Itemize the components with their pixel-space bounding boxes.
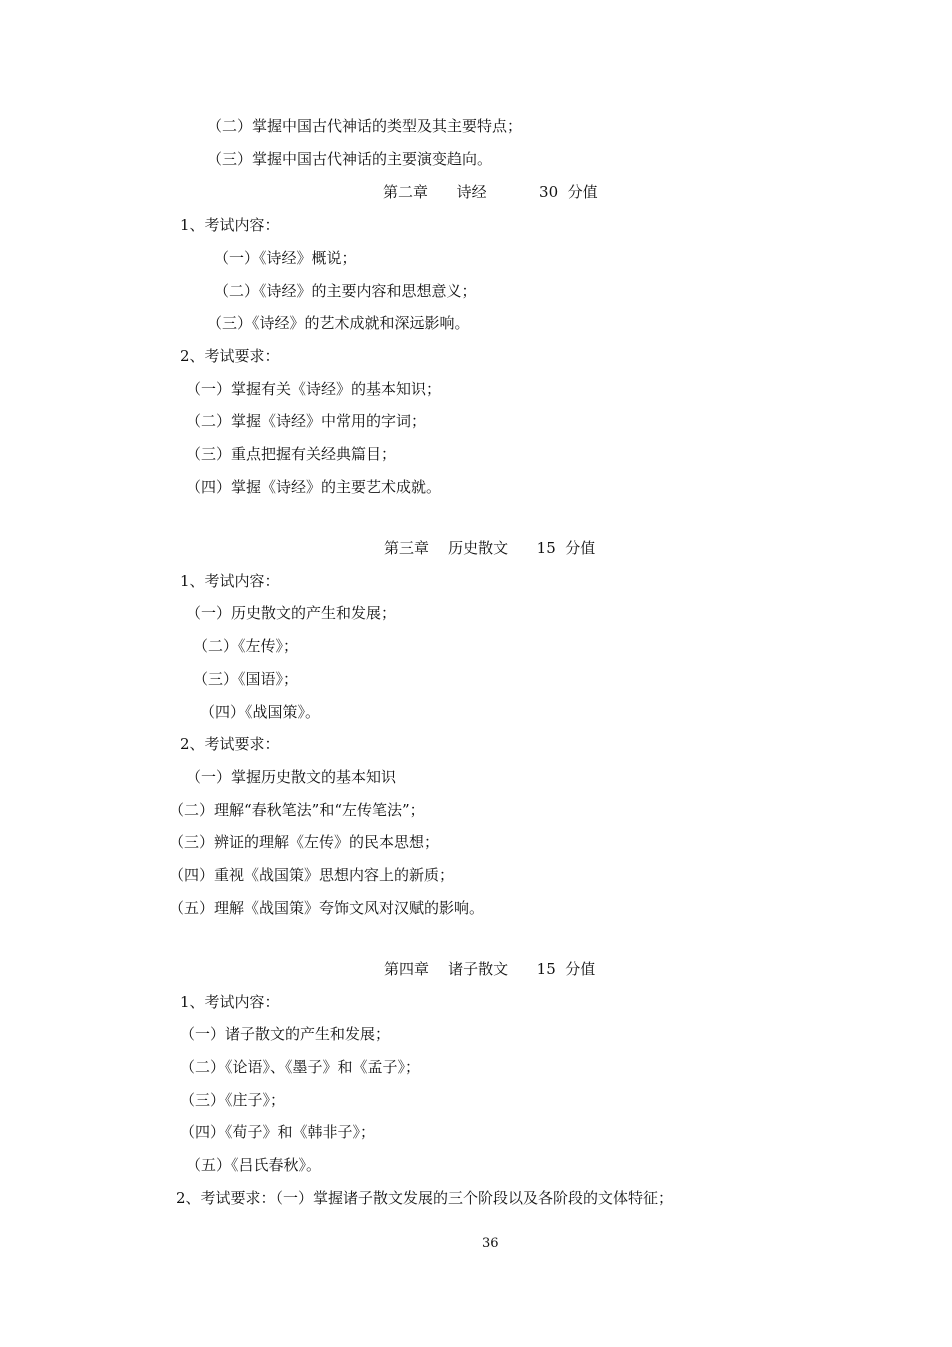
text-line: （三）《国语》； [193, 670, 299, 688]
text-line: （三）《庄子》； [180, 1091, 286, 1109]
text-line: （三）重点把握有关经典篇目； [186, 445, 397, 463]
text-line: （二）掌握中国古代神话的类型及其主要特点； [207, 117, 523, 135]
text-line: （三）掌握中国古代神话的主要演变趋向。 [207, 150, 493, 168]
text-line: （一）诸子散文的产生和发展； [180, 1025, 391, 1043]
text-line: 1、考试内容： [180, 993, 280, 1011]
text-line: 2、考试要求：（一）掌握诸子散文发展的三个阶段以及各阶段的文体特征； [176, 1189, 674, 1207]
page-number: 36 [482, 1236, 499, 1251]
text-line: 1、考试内容： [180, 572, 280, 590]
text-line: （四）掌握《诗经》的主要艺术成就。 [186, 478, 442, 496]
text-line: （一）掌握历史散文的基本知识 [186, 768, 397, 786]
text-line: （一）历史散文的产生和发展； [186, 604, 397, 622]
text-line: （四）《荀子》和《韩非子》； [180, 1123, 376, 1141]
text-line: （四）《战国策》。 [200, 703, 321, 721]
text-line: （四）重视《战国策》思想内容上的新质； [169, 866, 455, 884]
chapter-heading: 第二章 诗经 30 分值 [383, 183, 598, 201]
text-line: （二）《左传》； [193, 637, 299, 655]
text-line: （一）《诗经》概说； [214, 249, 357, 267]
text-line: 1、考试内容： [180, 216, 280, 234]
text-line: 2、考试要求： [180, 735, 280, 753]
text-line: （二）《论语》、《墨子》和《孟子》； [180, 1058, 421, 1076]
text-line: （二）理解“春秋笔法”和“左传笔法”； [169, 801, 425, 819]
text-line: （五）理解《战国策》夸饰文风对汉赋的影响。 [169, 899, 485, 917]
text-line: （二）《诗经》的主要内容和思想意义； [214, 282, 477, 300]
text-line: （一）掌握有关《诗经》的基本知识； [186, 380, 442, 398]
text-line: （五）《吕氏春秋》。 [186, 1156, 322, 1174]
chapter-heading: 第四章 诸子散文 15 分值 [384, 960, 596, 978]
chapter-heading: 第三章 历史散文 15 分值 [384, 539, 596, 557]
text-line: （二）掌握《诗经》中常用的字词； [186, 412, 427, 430]
text-line: （三）辨证的理解《左传》的民本思想； [169, 833, 440, 851]
text-line: （三）《诗经》的艺术成就和深远影响。 [207, 314, 470, 332]
text-line: 2、考试要求： [180, 347, 280, 365]
